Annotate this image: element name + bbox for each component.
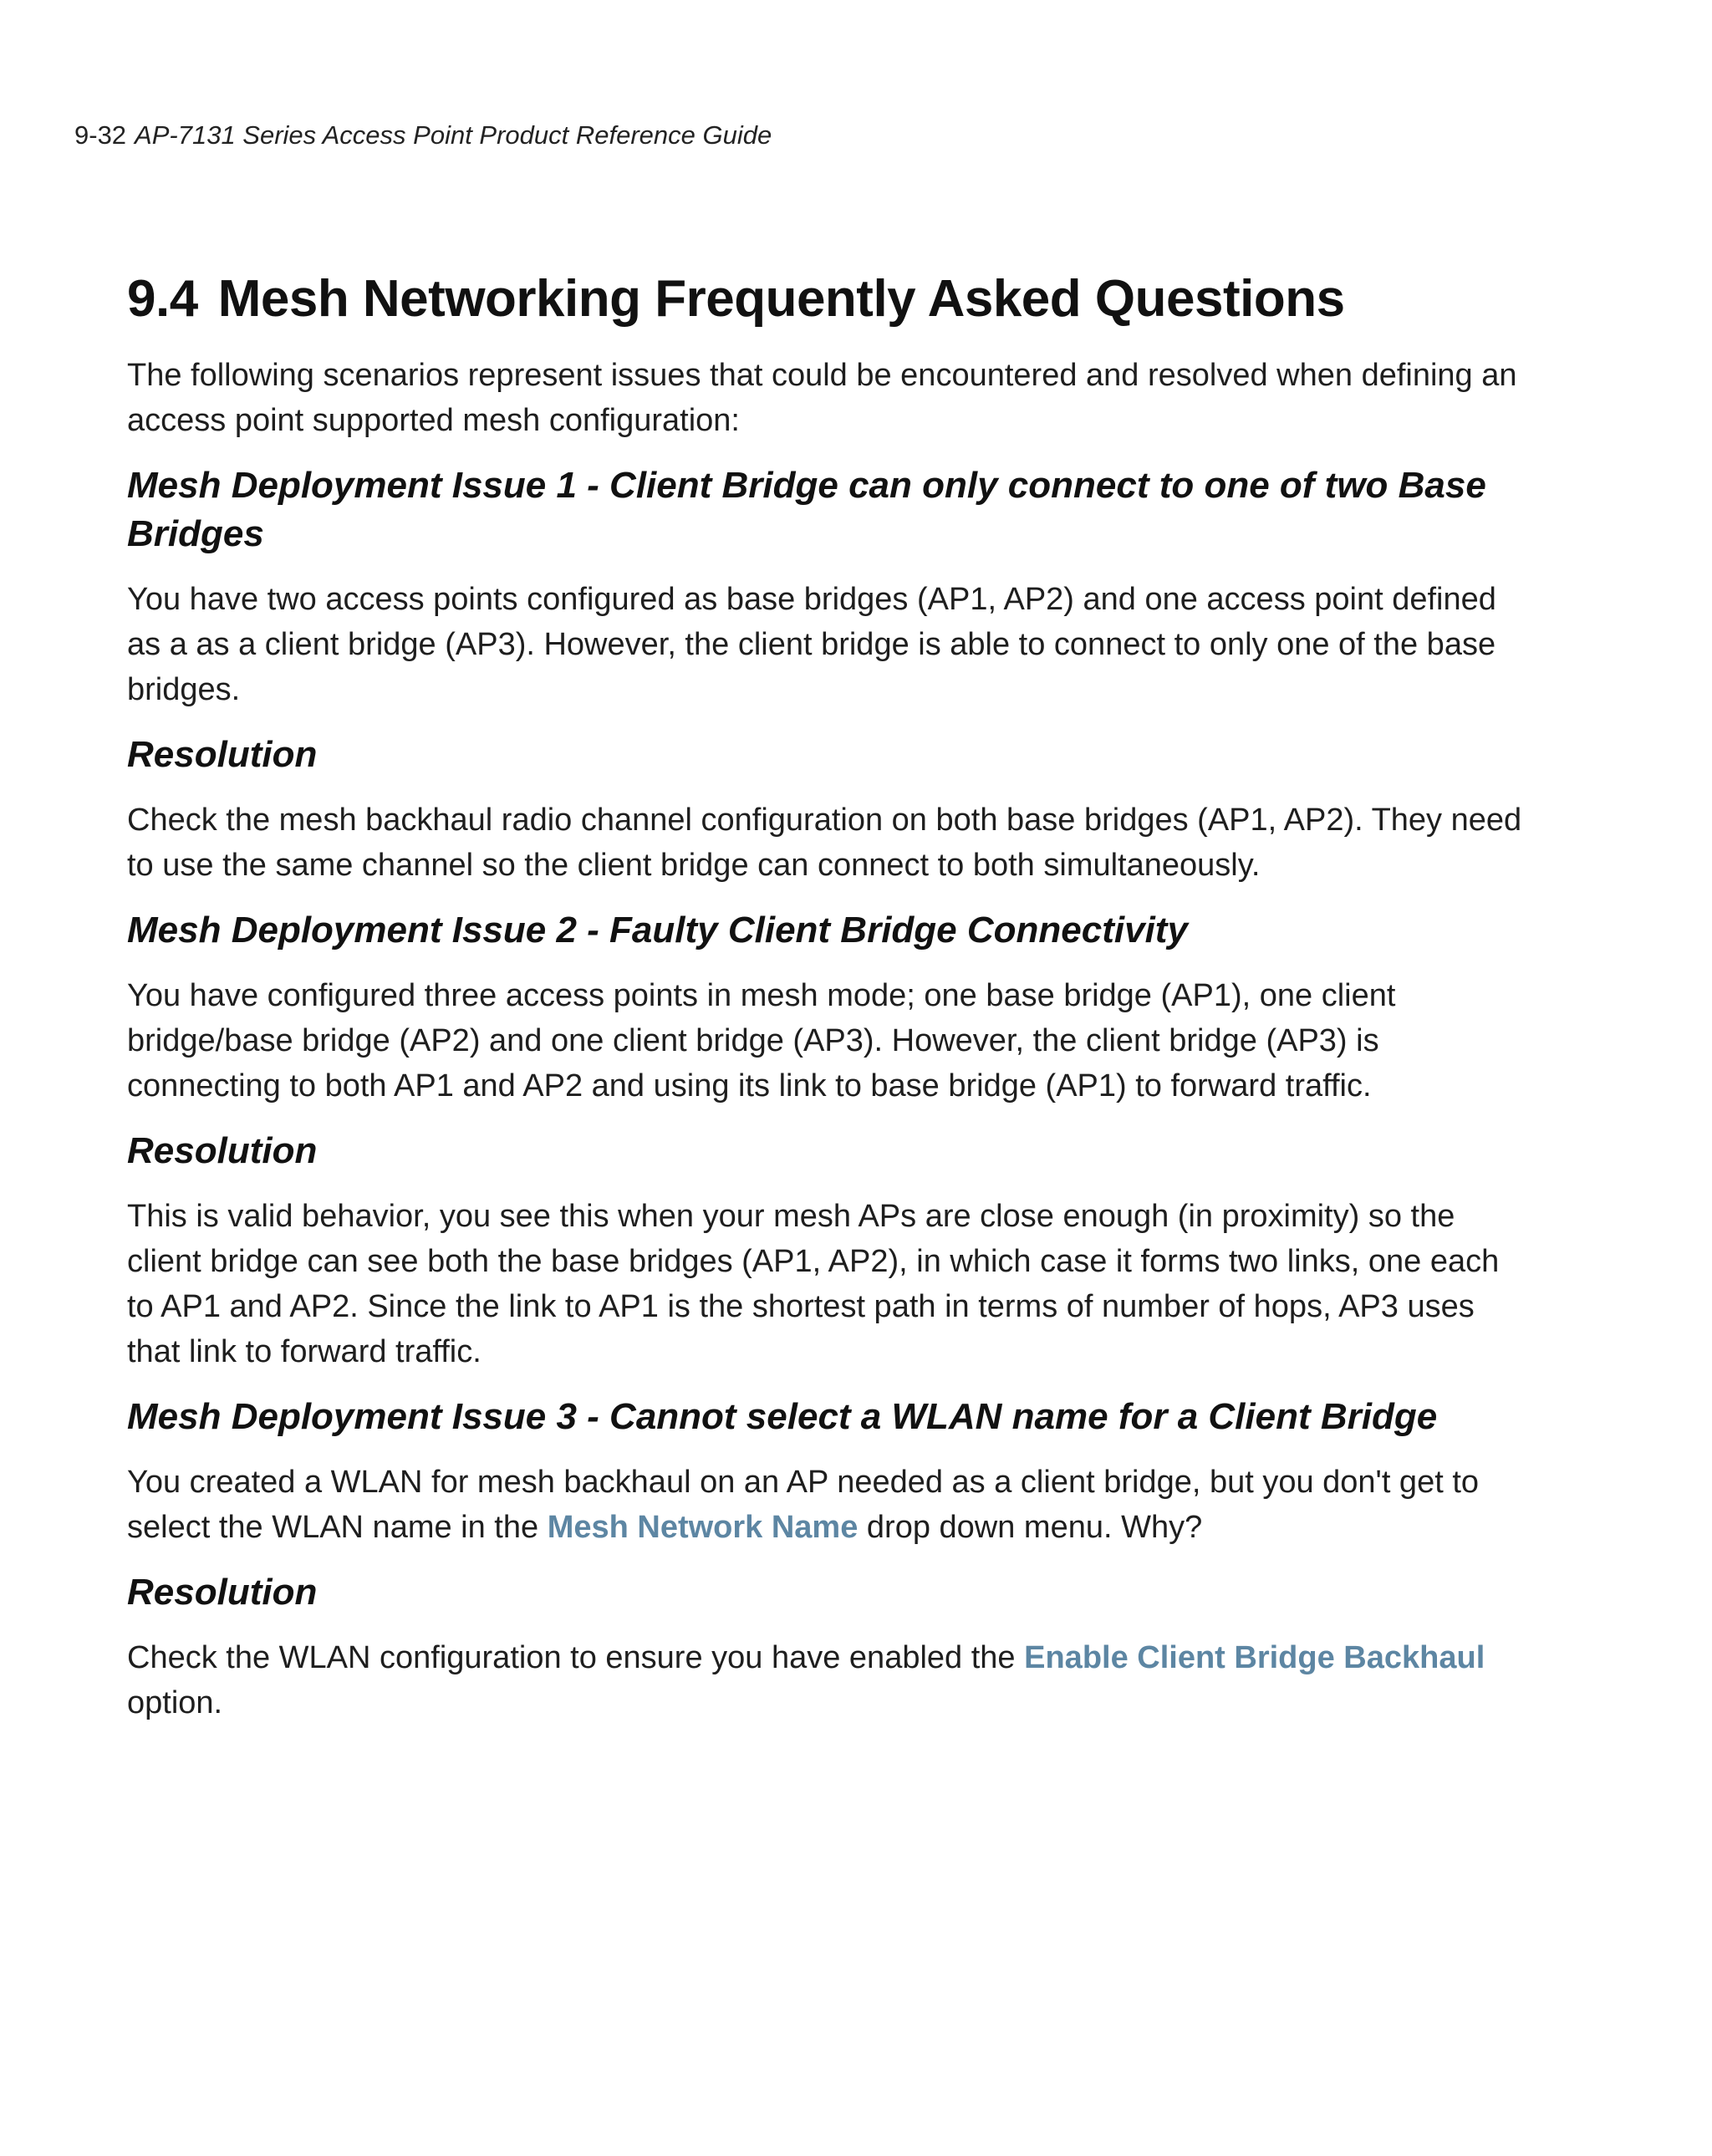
issue-3-description-text: You created a WLAN for mesh backhaul on an AP needed as a client bridge, but you don't get to select the WLAN name in the [127,1465,1480,1545]
section-number: 9.4 [127,270,198,328]
issue-3-description [127,1460,1523,1550]
issue-1-description: You have two access points configured as base bridges (AP1, AP2) and one access point defined as a as a client bridge (AP3). However, the client bridge is able to connect to only one of the base bridges. [127,582,1496,707]
issue-1-resolution-heading: Resolution [127,734,318,775]
issue-1-heading: Mesh Deployment Issue 1 - Client Bridge can only connect to one of two Base Bridges [127,465,1486,554]
issue-2-resolution: This is valid behavior, you see this when your mesh APs are close enough (in proximity) so the client bridge can see both the base bridges (AP1, AP2), in which case it forms two links, one each to AP1 and AP2. Since the link to AP1 is the shortest path in terms of number of hops, AP3 uses that link to forward traffic. [127,1199,1500,1369]
issue-2-resolution-heading: Resolution [127,1130,318,1171]
issue-3-resolution-text: Check the WLAN configuration to ensure you have enabled the [127,1640,1025,1675]
enable-client-bridge-backhaul-term: Enable Client Bridge Backhaul [1024,1640,1485,1675]
issue-3-resolution [127,1635,1523,1725]
running-header [74,119,772,152]
issue-3-resolution-tail: option. [127,1685,223,1720]
page-number: 9-32 [74,120,127,150]
issue-3-resolution-heading: Resolution [127,1572,318,1613]
issue-3-description-tail: drop down menu. Why? [858,1510,1203,1545]
issue-3-heading: Mesh Deployment Issue 3 - Cannot select a WLAN name for a Client Bridge [127,1396,1438,1437]
issue-2-heading: Mesh Deployment Issue 2 - Faulty Client Bridge Connectivity [127,910,1188,951]
section-title [127,266,1523,333]
main-content [127,266,1523,1725]
issue-1-resolution: Check the mesh backhaul radio channel configuration on both base bridges (AP1, AP2). They need to use the same channel so the client bridge can connect to both simultaneously. [127,803,1522,883]
section-title-text: Mesh Networking Frequently Asked Questions [217,270,1345,328]
issue-2-description: You have configured three access points in mesh mode; one base bridge (AP1), one client bridge/base bridge (AP2) and one client bridge (AP3). However, the client bridge (AP3) is connecting to both AP1 and AP2 and using its link to base bridge (AP1) to forward traffic. [127,978,1396,1103]
document-title: AP-7131 Series Access Point Product Reference Guide [135,120,772,150]
section-intro: The following scenarios represent issues that could be encountered and resolved when defining an access point supported mesh configuration: [127,358,1517,438]
mesh-network-name-term: Mesh Network Name [547,1510,859,1545]
